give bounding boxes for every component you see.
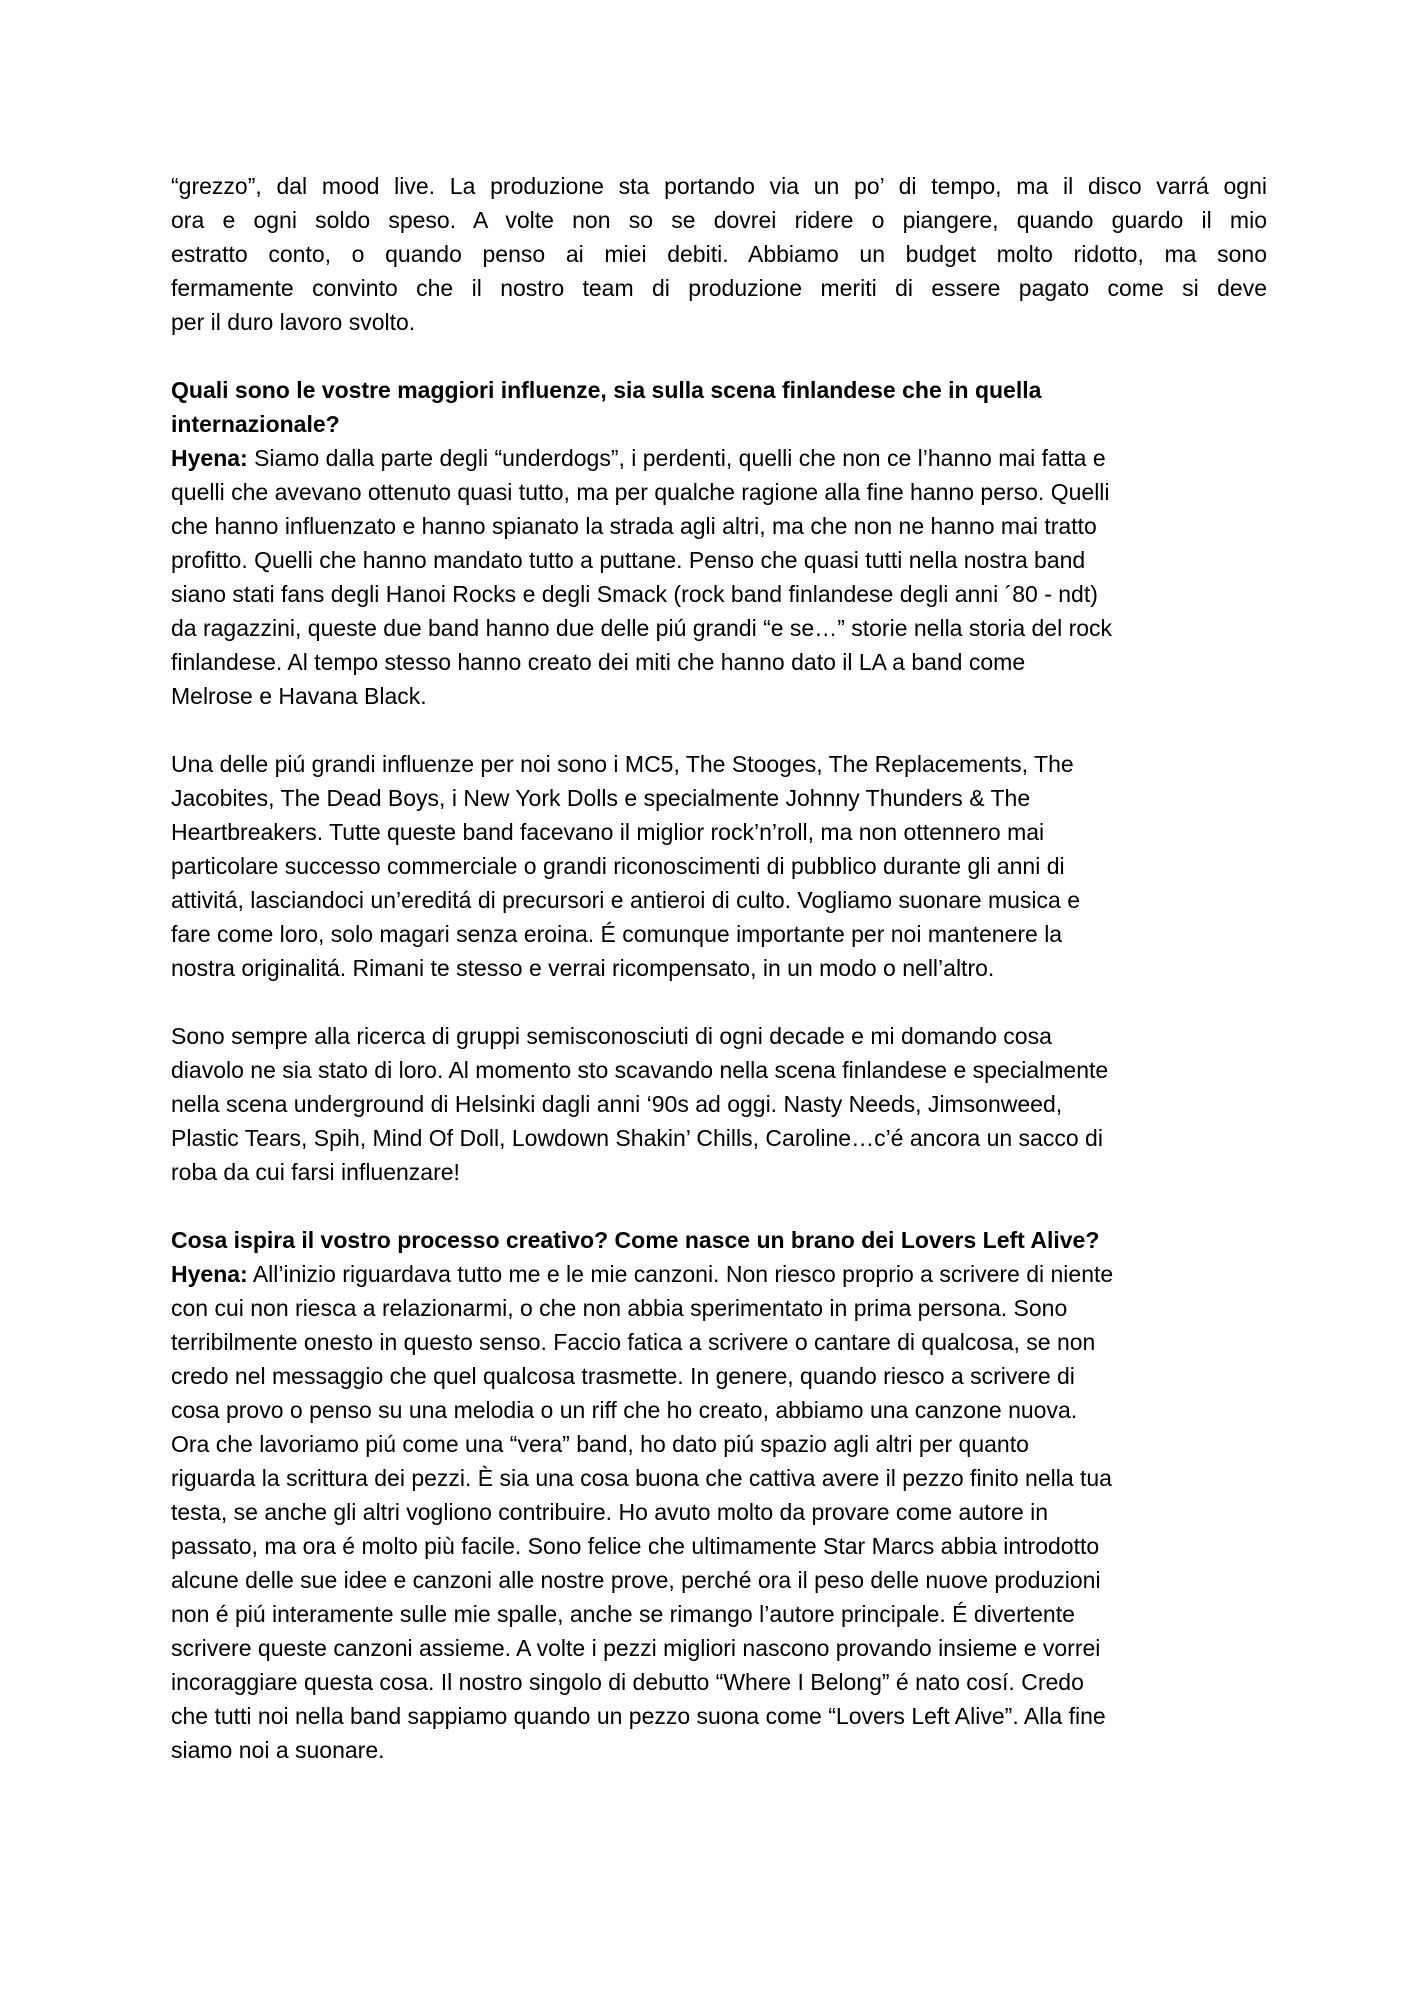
text-line: quelli che avevano ottenuto quasi tutto, ma per qualche ragione alla fine hanno perso. Quelli: [171, 479, 1110, 505]
text-line: Sono sempre alla ricerca di gruppi semisconosciuti di ogni decade e mi domando cosa: [171, 1023, 1052, 1049]
text-line: Heartbreakers. Tutte queste band facevano il miglior rock’n’roll, ma non ottennero mai: [171, 819, 1045, 845]
intro-paragraph: [171, 169, 1267, 339]
text-line: finlandese. Al tempo stesso hanno creato dei miti che hanno dato il LA a band come: [171, 649, 1026, 675]
text-line: per il duro lavoro svolto.: [171, 309, 416, 335]
answer-first-line: [171, 441, 1271, 475]
text-line: testa, se anche gli altri vogliono contribuire. Ho avuto molto da provare come autore in: [171, 1499, 1049, 1525]
text-line: Jacobites, The Dead Boys, i New York Dolls e specialmente Johnny Thunders & The: [171, 785, 1031, 811]
text-line: siamo noi a suonare.: [171, 1737, 385, 1763]
text-line: nella scena underground di Helsinki dagli anni ‘90s ad oggi. Nasty Needs, Jimsonweed,: [171, 1091, 1063, 1117]
text-line: non é piú interamente sulle mie spalle, anche se rimango l’autore principale. É divertente: [171, 1601, 1075, 1627]
text-line: passato, ma ora é molto più facile. Sono felice che ultimamente Star Marcs abbia introdotto: [171, 1533, 1100, 1559]
text-line: scrivere queste canzoni assieme. A volte i pezzi migliori nascono provando insieme e vorrei: [171, 1635, 1101, 1661]
text-line: fermamente convinto che il nostro team di produzione meriti di essere pagato come si deve: [171, 275, 1267, 301]
text-line: credo nel messaggio che quel qualcosa trasmette. In genere, quando riesco a scrivere di: [171, 1363, 1075, 1389]
text-line: da ragazzini, queste due band hanno due delle piú grandi “e se…” storie nella storia del rock: [171, 615, 1113, 641]
influences-paragraph-3: [171, 1019, 1271, 1189]
speaker-label: Hyena:: [171, 445, 248, 471]
text-line: che hanno influenzato e hanno spianato la strada agli altri, ma che non ne hanno mai tratto: [171, 513, 1097, 539]
answer-text: Siamo dalla parte degli “underdogs”, i perdenti, quelli che non ce l’hanno mai fatta e: [247, 445, 1106, 471]
text-line: ora e ogni soldo speso. A volte non so se dovrei ridere o piangere, quando guardo il mio: [171, 207, 1267, 233]
text-line: profitto. Quelli che hanno mandato tutto a puttane. Penso che quasi tutti nella nostra band: [171, 547, 1086, 573]
interview-question-creative-process: [171, 1223, 1271, 1767]
answer-text: All’inizio riguardava tutto me e le mie canzoni. Non riesco proprio a scrivere di niente: [247, 1261, 1114, 1287]
text-line: che tutti noi nella band sappiamo quando un pezzo suona come “Lovers Left Alive”. Alla fine: [171, 1703, 1106, 1729]
text-line: riguarda la scrittura dei pezzi. È sia una cosa buona che cattiva avere il pezzo finito nella tua: [171, 1465, 1112, 1491]
speaker-label: Hyena:: [171, 1261, 248, 1287]
text-line: Melrose e Havana Black.: [171, 683, 427, 709]
text-line: “grezzo”, dal mood live. La produzione sta portando via un po’ di tempo, ma il disco varrá ogni: [171, 173, 1267, 199]
answer-first-line: [171, 1257, 1271, 1291]
text-line: nostra originalitá. Rimani te stesso e verrai ricompensato, in un modo o nell’altro.: [171, 955, 995, 981]
question-heading: Quali sono le vostre maggiori influenze, sia sulla scena finlandese che in quella: [171, 377, 1042, 403]
text-line: diavolo ne sia stato di loro. Al momento sto scavando nella scena finlandese e specialmente: [171, 1057, 1109, 1083]
text-line: Una delle piú grandi influenze per noi sono i MC5, The Stooges, The Replacements, The: [171, 751, 1074, 777]
text-line: particolare successo commerciale o grandi riconoscimenti di pubblico durante gli anni di: [171, 853, 1065, 879]
interview-question-influences: [171, 373, 1271, 713]
text-line: terribilmente onesto in questo senso. Faccio fatica a scrivere o cantare di qualcosa, se non: [171, 1329, 1096, 1355]
text-line: cosa provo o penso su una melodia o un riff che ho creato, abbiamo una canzone nuova.: [171, 1397, 1078, 1423]
text-line: Plastic Tears, Spih, Mind Of Doll, Lowdown Shakin’ Chills, Caroline…c’é ancora un sacco di: [171, 1125, 1103, 1151]
document-page: [171, 169, 1271, 1801]
question-heading: Cosa ispira il vostro processo creativo? Come nasce un brano dei Lovers Left Alive?: [171, 1227, 1100, 1253]
text-line: roba da cui farsi influenzare!: [171, 1159, 460, 1185]
text-line: incoraggiare questa cosa. Il nostro singolo di debutto “Where I Belong” é nato cosí. Credo: [171, 1669, 1084, 1695]
text-line: con cui non riesca a relazionarmi, o che non abbia sperimentato in prima persona. Sono: [171, 1295, 1068, 1321]
text-line: alcune delle sue idee e canzoni alle nostre prove, perché ora il peso delle nuove produzioni: [171, 1567, 1101, 1593]
influences-paragraph-2: [171, 747, 1271, 985]
text-line: estratto conto, o quando penso ai miei debiti. Abbiamo un budget molto ridotto, ma sono: [171, 241, 1267, 267]
text-line: attivitá, lasciandoci un’ereditá di precursori e antieroi di culto. Vogliamo suonare musica e: [171, 887, 1080, 913]
text-line: Ora che lavoriamo piú come una “vera” band, ho dato piú spazio agli altri per quanto: [171, 1431, 1029, 1457]
text-line: fare come loro, solo magari senza eroina. É comunque importante per noi mantenere la: [171, 921, 1063, 947]
question-heading: internazionale?: [171, 411, 340, 437]
text-line: siano stati fans degli Hanoi Rocks e degli Smack (rock band finlandese degli anni ´80 - ndt): [171, 581, 1098, 607]
